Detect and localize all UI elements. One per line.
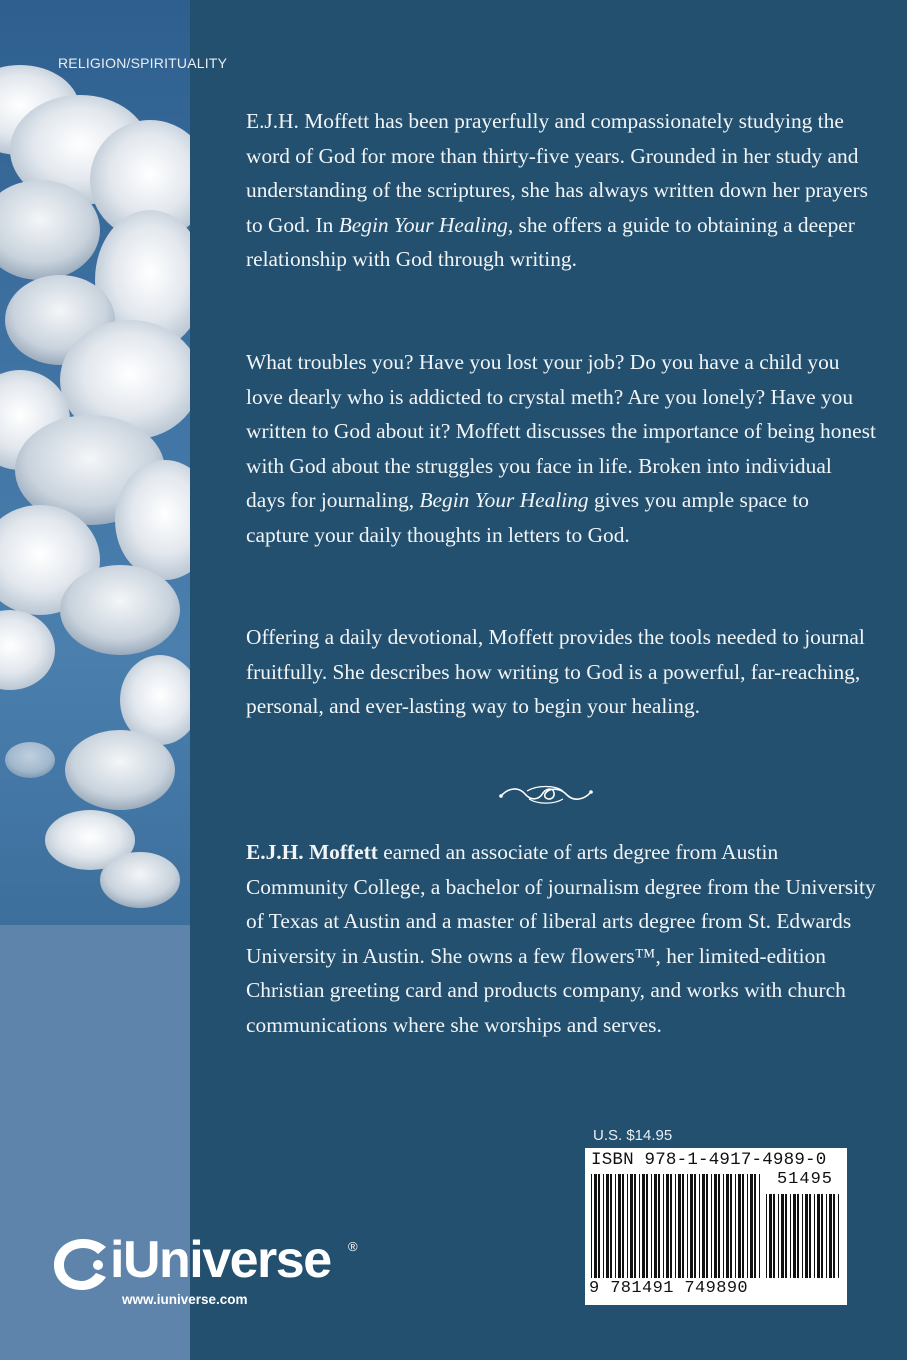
barcode-bar	[747, 1174, 748, 1278]
publisher-name: iUniverse	[110, 1231, 331, 1289]
barcode-bar	[675, 1174, 676, 1278]
price-label: U.S. $14.95	[593, 1127, 673, 1144]
barcode-bar	[627, 1174, 628, 1278]
barcode-bar	[833, 1194, 835, 1278]
barcode-bar	[658, 1174, 660, 1278]
barcode-bar	[778, 1194, 779, 1278]
barcode-bar	[766, 1194, 767, 1278]
barcode-bar	[622, 1174, 624, 1278]
barcode-bar	[711, 1174, 712, 1278]
barcode-bar	[769, 1194, 772, 1278]
barcode-bar	[802, 1194, 803, 1278]
barcode-bar	[594, 1174, 597, 1278]
barcode-bar	[702, 1174, 705, 1278]
barcode-bar	[606, 1174, 609, 1278]
barcode-bar	[773, 1194, 775, 1278]
barcode-bar	[670, 1174, 672, 1278]
barcode-bar	[642, 1174, 645, 1278]
sky-cloud-image	[0, 0, 190, 925]
barcode-bar	[790, 1194, 791, 1278]
barcode-bar	[735, 1174, 736, 1278]
barcode-bar	[654, 1174, 657, 1278]
barcode-bar	[699, 1174, 700, 1278]
barcode-bar	[714, 1174, 717, 1278]
iuniverse-swirl-icon	[52, 1235, 114, 1293]
barcode-bar	[598, 1174, 600, 1278]
description-paragraph-3: Offering a daily devotional, Moffett provides the tools needed to journal fruitfully. She describes how writing to God is a powerful, far-reaching, personal, and ever-lasting way to begin your healing.	[246, 625, 865, 718]
barcode-bar	[630, 1174, 633, 1278]
barcode-bar	[750, 1174, 753, 1278]
barcode-bar	[678, 1174, 681, 1278]
barcode-bar	[821, 1194, 823, 1278]
description-paragraph-1: E.J.H. Moffett has been prayerfully and compassionately studying the word of God for more than thirty-five years. Grounded in her study and understanding of the scriptures, she has always written down her prayers to God. In Begin Your Healing, she offers a guide to obtaining a deeper relationship with God through writing.	[246, 109, 868, 271]
description-paragraph-2: What troubles you? Have you lost your job? Do you have a child you love dearly who is addicted to crystal meth? Are you lonely? Have you written to God about it? Moffett discusses the importance of being honest with God about the struggles you face in life. Broken into individual days for journaling, Begin Your Healing gives you ample space to capture your daily thoughts in letters to God.	[246, 350, 876, 547]
barcode-bar	[603, 1174, 604, 1278]
barcode-bar	[826, 1194, 827, 1278]
barcode-bar	[809, 1194, 811, 1278]
barcode-bar	[754, 1174, 756, 1278]
barcode-addon-digits: 51495	[776, 1170, 833, 1189]
category-label: RELIGION/SPIRITUALITY	[58, 55, 228, 71]
barcode-bar	[730, 1174, 732, 1278]
barcode-bar	[610, 1174, 612, 1278]
barcode-bar	[706, 1174, 708, 1278]
isbn-label: ISBN 978-1-4917-4989-0	[591, 1150, 827, 1170]
barcode-bar	[805, 1194, 808, 1278]
barcode-bar	[618, 1174, 621, 1278]
barcode-bar	[829, 1194, 832, 1278]
barcode-bar	[639, 1174, 640, 1278]
barcode-bar	[690, 1174, 693, 1278]
barcode-bar	[814, 1194, 815, 1278]
barcode-bar	[718, 1174, 720, 1278]
ean-barcode-bars	[591, 1174, 763, 1278]
barcode-bar	[726, 1174, 729, 1278]
barcode-bar	[666, 1174, 669, 1278]
registered-mark: ®	[348, 1239, 358, 1254]
barcode-bar	[781, 1194, 784, 1278]
barcode-bar	[742, 1174, 744, 1278]
barcode-bar	[738, 1174, 741, 1278]
barcode-bar	[793, 1194, 796, 1278]
author-bio: E.J.H. Moffett earned an associate of arts degree from Austin Community College, a bachelor of journalism degree from the University of Texas at Austin and a master of liberal arts degree from St. Edwards University in Austin. She owns a few flowers™, her limited-edition Christian greeting card and products company, and works with church communications where she worships and serves.	[246, 840, 876, 1037]
barcode-bar	[838, 1194, 839, 1278]
barcode-bar	[615, 1174, 616, 1278]
barcode-bar	[687, 1174, 688, 1278]
barcode-bar	[817, 1194, 820, 1278]
barcode-bar	[663, 1174, 664, 1278]
barcode-bar	[723, 1174, 724, 1278]
flourish-ornament-icon	[497, 783, 595, 807]
barcode-bar	[797, 1194, 799, 1278]
barcode-bar	[591, 1174, 592, 1278]
barcode-bar	[785, 1194, 787, 1278]
barcode-bar	[634, 1174, 636, 1278]
isbn-barcode	[585, 1148, 847, 1305]
barcode-bar	[651, 1174, 652, 1278]
barcode-bar	[682, 1174, 684, 1278]
barcode-bar	[694, 1174, 696, 1278]
barcode-bar	[759, 1174, 760, 1278]
addon-barcode-bars	[766, 1194, 842, 1278]
publisher-url[interactable]: www.iuniverse.com	[122, 1292, 248, 1307]
barcode-digits: 9 781491 749890	[589, 1279, 749, 1298]
barcode-bar	[646, 1174, 648, 1278]
